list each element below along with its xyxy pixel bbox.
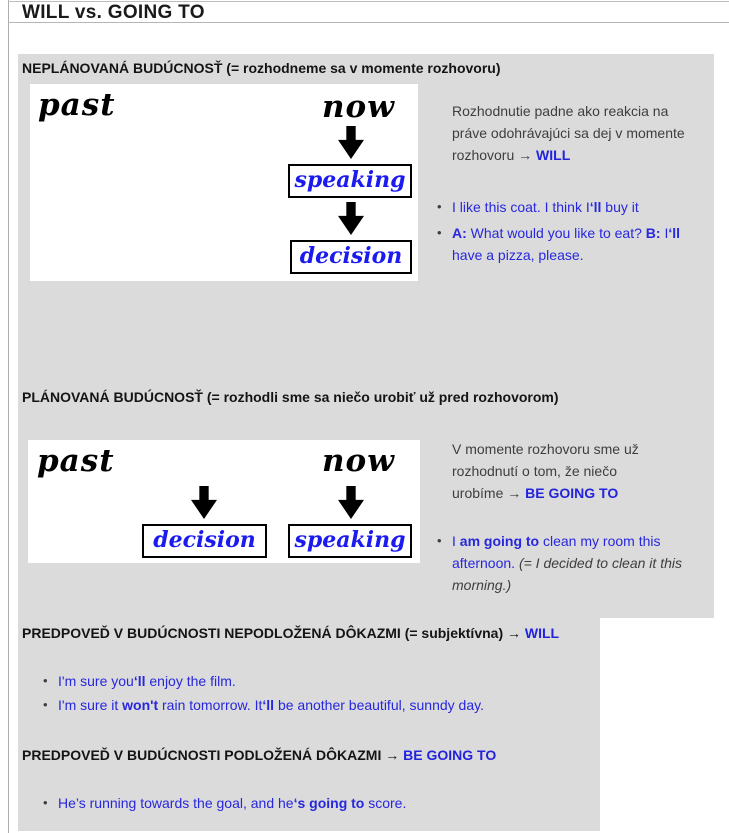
- text-segment: buy it: [601, 199, 639, 215]
- example-item: [452, 222, 722, 266]
- section-evidence-prediction-heading: [18, 747, 600, 764]
- down-arrow-icon: [191, 486, 217, 519]
- text-segment: rain tomorrow. It: [158, 697, 263, 713]
- planned-explanation: [452, 438, 722, 596]
- note-line: V momente rozhovoru sme už: [452, 441, 639, 457]
- speaker-a-label: A:: [452, 225, 467, 241]
- diagram-planned-future: [28, 440, 420, 563]
- unplanned-explanation: [452, 100, 722, 266]
- bold-phrase: am going to: [459, 533, 540, 549]
- heading-text: PREDPOVEĎ V BUDÚCNOSTI NEPODLOŽENÁ DÔKAZMI (= subjektívna) →: [22, 625, 525, 641]
- down-arrow-icon: [338, 202, 364, 235]
- text-segment: I'm sure you: [58, 673, 134, 689]
- be-going-to-term: BE GOING TO: [403, 747, 497, 763]
- down-arrow-icon: [338, 486, 364, 519]
- speaker-b-label: B:: [645, 225, 661, 241]
- bold-contraction: ‘ll: [589, 199, 602, 215]
- text-segment: I: [452, 533, 460, 549]
- down-arrow-icon: [338, 126, 364, 159]
- planned-note: [452, 438, 722, 504]
- evidence-prediction-examples: [18, 792, 600, 814]
- text-segment: afternoon.: [452, 555, 519, 571]
- note-line: práve odohrávajúci sa dej v momente: [452, 125, 685, 141]
- planned-examples: [452, 530, 722, 596]
- subjective-prediction-examples: [18, 670, 600, 716]
- now-label: now: [322, 89, 395, 125]
- past-label: past: [38, 87, 116, 123]
- bold-contraction: ‘ll: [133, 673, 146, 689]
- text-segment: He’s running towards the goal, and he: [58, 795, 294, 811]
- note-line: rozhovoru →: [452, 147, 537, 163]
- gloss-segment: (= I decided to clean it this: [518, 555, 682, 571]
- bold-contraction: won't: [122, 697, 159, 713]
- be-going-to-term: BE GOING TO: [525, 485, 619, 501]
- diagram-unplanned-future: [30, 84, 418, 281]
- text-segment: I'm sure it: [58, 697, 123, 713]
- decision-box: decision: [142, 524, 267, 558]
- unplanned-examples: [452, 196, 722, 266]
- text-segment: have a pizza, please.: [452, 247, 584, 263]
- text-segment: I: [660, 225, 669, 241]
- example-item: [452, 530, 722, 596]
- now-label: now: [322, 443, 395, 479]
- bold-contraction: ‘ll: [262, 697, 275, 713]
- section-unplanned-heading: NEPLÁNOVANÁ BUDÚCNOSŤ (= rozhodneme sa v momente rozhovoru): [22, 60, 501, 76]
- text-segment: clean my room this: [539, 533, 661, 549]
- unplanned-note: [452, 100, 722, 166]
- bold-contraction: ‘ll: [668, 225, 681, 241]
- panel-future-forms: [18, 54, 714, 618]
- text-segment: be another beautiful, sunndy day.: [274, 697, 484, 713]
- example-item: [58, 694, 600, 716]
- bold-phrase: ‘s going to: [293, 795, 365, 811]
- text-segment: What would you like to eat?: [466, 225, 646, 241]
- will-term: WILL: [536, 147, 571, 163]
- speaking-box: speaking: [288, 524, 412, 558]
- page-left-border: [8, 0, 9, 833]
- heading-text: PREDPOVEĎ V BUDÚCNOSTI PODLOŽENÁ DÔKAZMI →: [22, 747, 404, 763]
- text-segment: enjoy the film.: [145, 673, 236, 689]
- example-item: [452, 196, 722, 218]
- panel-predictions: [18, 618, 600, 831]
- section-subjective-prediction-heading: [18, 618, 600, 642]
- example-item: [58, 670, 600, 692]
- decision-box: decision: [290, 240, 412, 274]
- text-segment: I like this coat. I think I: [452, 199, 590, 215]
- section-planned-heading: PLÁNOVANÁ BUDÚCNOSŤ (= rozhodli sme sa niečo urobiť už pred rozhovorom): [22, 389, 559, 405]
- gloss-segment: morning.): [452, 577, 512, 593]
- text-segment: score.: [364, 795, 407, 811]
- page-title: WILL vs. GOING TO: [22, 2, 205, 23]
- note-line: rozhodnutí o tom, že niečo: [452, 463, 617, 479]
- note-line: Rozhodnutie padne ako reakcia na: [452, 103, 669, 119]
- speaking-box: speaking: [288, 164, 412, 198]
- example-item: [58, 792, 600, 814]
- past-label: past: [37, 443, 115, 479]
- will-term: WILL: [524, 625, 560, 641]
- note-line: urobíme →: [452, 485, 526, 501]
- title-block: [8, 0, 729, 23]
